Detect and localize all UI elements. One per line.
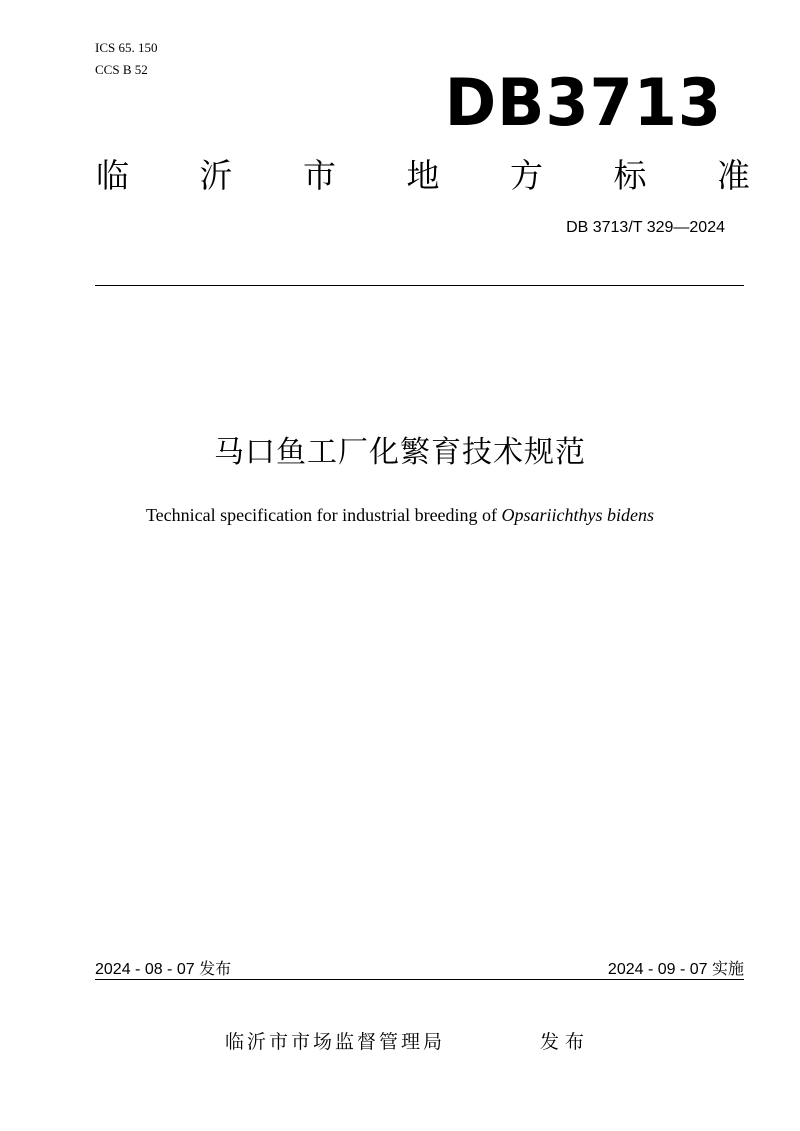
standard-type-heading xyxy=(96,156,750,196)
standard-number: DB 3713/T 329—2024 xyxy=(566,219,725,236)
implementation-date: 2024 - 09 - 07 实施 xyxy=(607,961,744,978)
header-divider xyxy=(95,285,744,286)
standard-type-char: 市 xyxy=(303,156,336,195)
issue-date: 2024 - 08 - 07 发布 xyxy=(95,961,232,978)
standard-type-char: 地 xyxy=(406,156,440,195)
ics-code: ICS 65. 150 xyxy=(95,40,158,55)
db-logo: DB3713 xyxy=(444,63,722,141)
title-english-prefix: Technical specification for industrial breeding of xyxy=(145,505,502,525)
publish-label: 发布 xyxy=(540,1031,591,1053)
ccs-code: CCS B 52 xyxy=(95,62,148,77)
issuing-authority: 临沂市市场监督管理局 xyxy=(225,1031,446,1053)
standard-type-char: 临 xyxy=(96,156,129,195)
standard-type-char: 准 xyxy=(717,156,750,195)
document-title-english xyxy=(0,503,800,527)
standard-type-char: 方 xyxy=(510,156,543,195)
footer-divider xyxy=(95,979,744,980)
title-english-species: Opsariichthys bidens xyxy=(501,505,655,525)
standard-type-char: 沂 xyxy=(199,156,233,195)
standard-type-char: 标 xyxy=(613,156,647,195)
document-title-chinese: 马口鱼工厂化繁育技术规范 xyxy=(214,435,586,470)
